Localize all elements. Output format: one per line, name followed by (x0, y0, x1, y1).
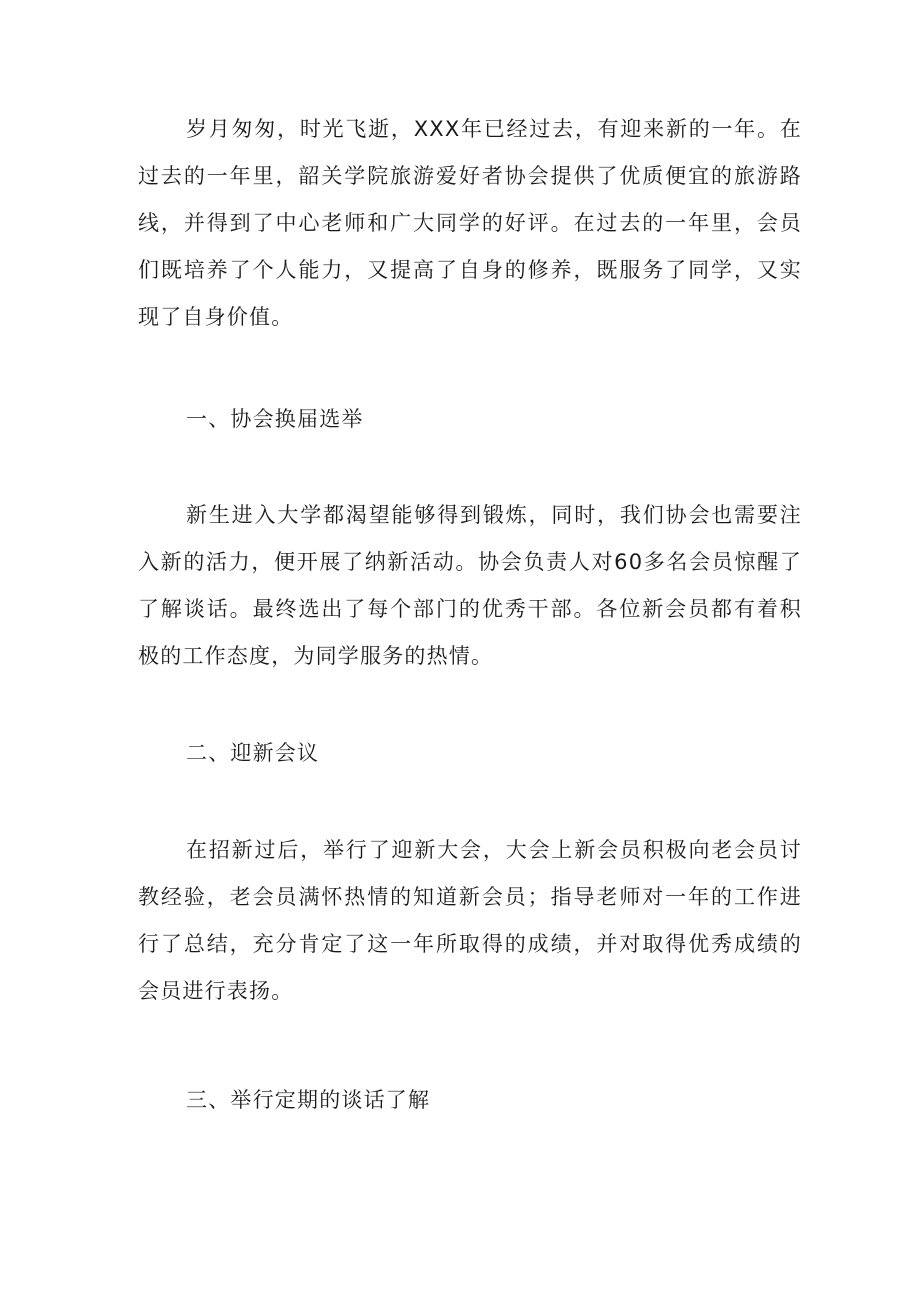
section-heading-welcome-meeting: 二、迎新会议 (186, 741, 320, 765)
section-heading-regular-talks: 三、举行定期的谈话了解 (186, 1088, 431, 1112)
election-paragraph: 新生进入大学都渴望能够得到锻炼，同时，我们协会也需要注入新的活力，便开展了纳新活动。协会负责人对60多名会员惊醒了了解谈话。最终选出了每个部门的优秀干部。各位新会员都有着积极的工作态度，为同学服务的热情。 (138, 503, 802, 668)
welcome-meeting-paragraph: 在招新过后，举行了迎新大会，大会上新会员积极向老会员讨教经验，老会员满怀热情的知道新会员；指导老师对一年的工作进行了总结，充分肯定了这一年所取得的成绩，并对取得优秀成绩的会员进行表扬。 (138, 838, 802, 1003)
section-heading-election: 一、协会换届选举 (186, 407, 364, 431)
intro-paragraph: 岁月匆匆，时光飞逝，XXX年已经过去，有迎来新的一年。在过去的一年里，韶关学院旅游爱好者协会提供了优质便宜的旅游路线，并得到了中心老师和广大同学的好评。在过去的一年里，会员们既培养了个人能力，又提高了自身的修养，既服务了同学，又实现了自身价值。 (138, 117, 802, 329)
